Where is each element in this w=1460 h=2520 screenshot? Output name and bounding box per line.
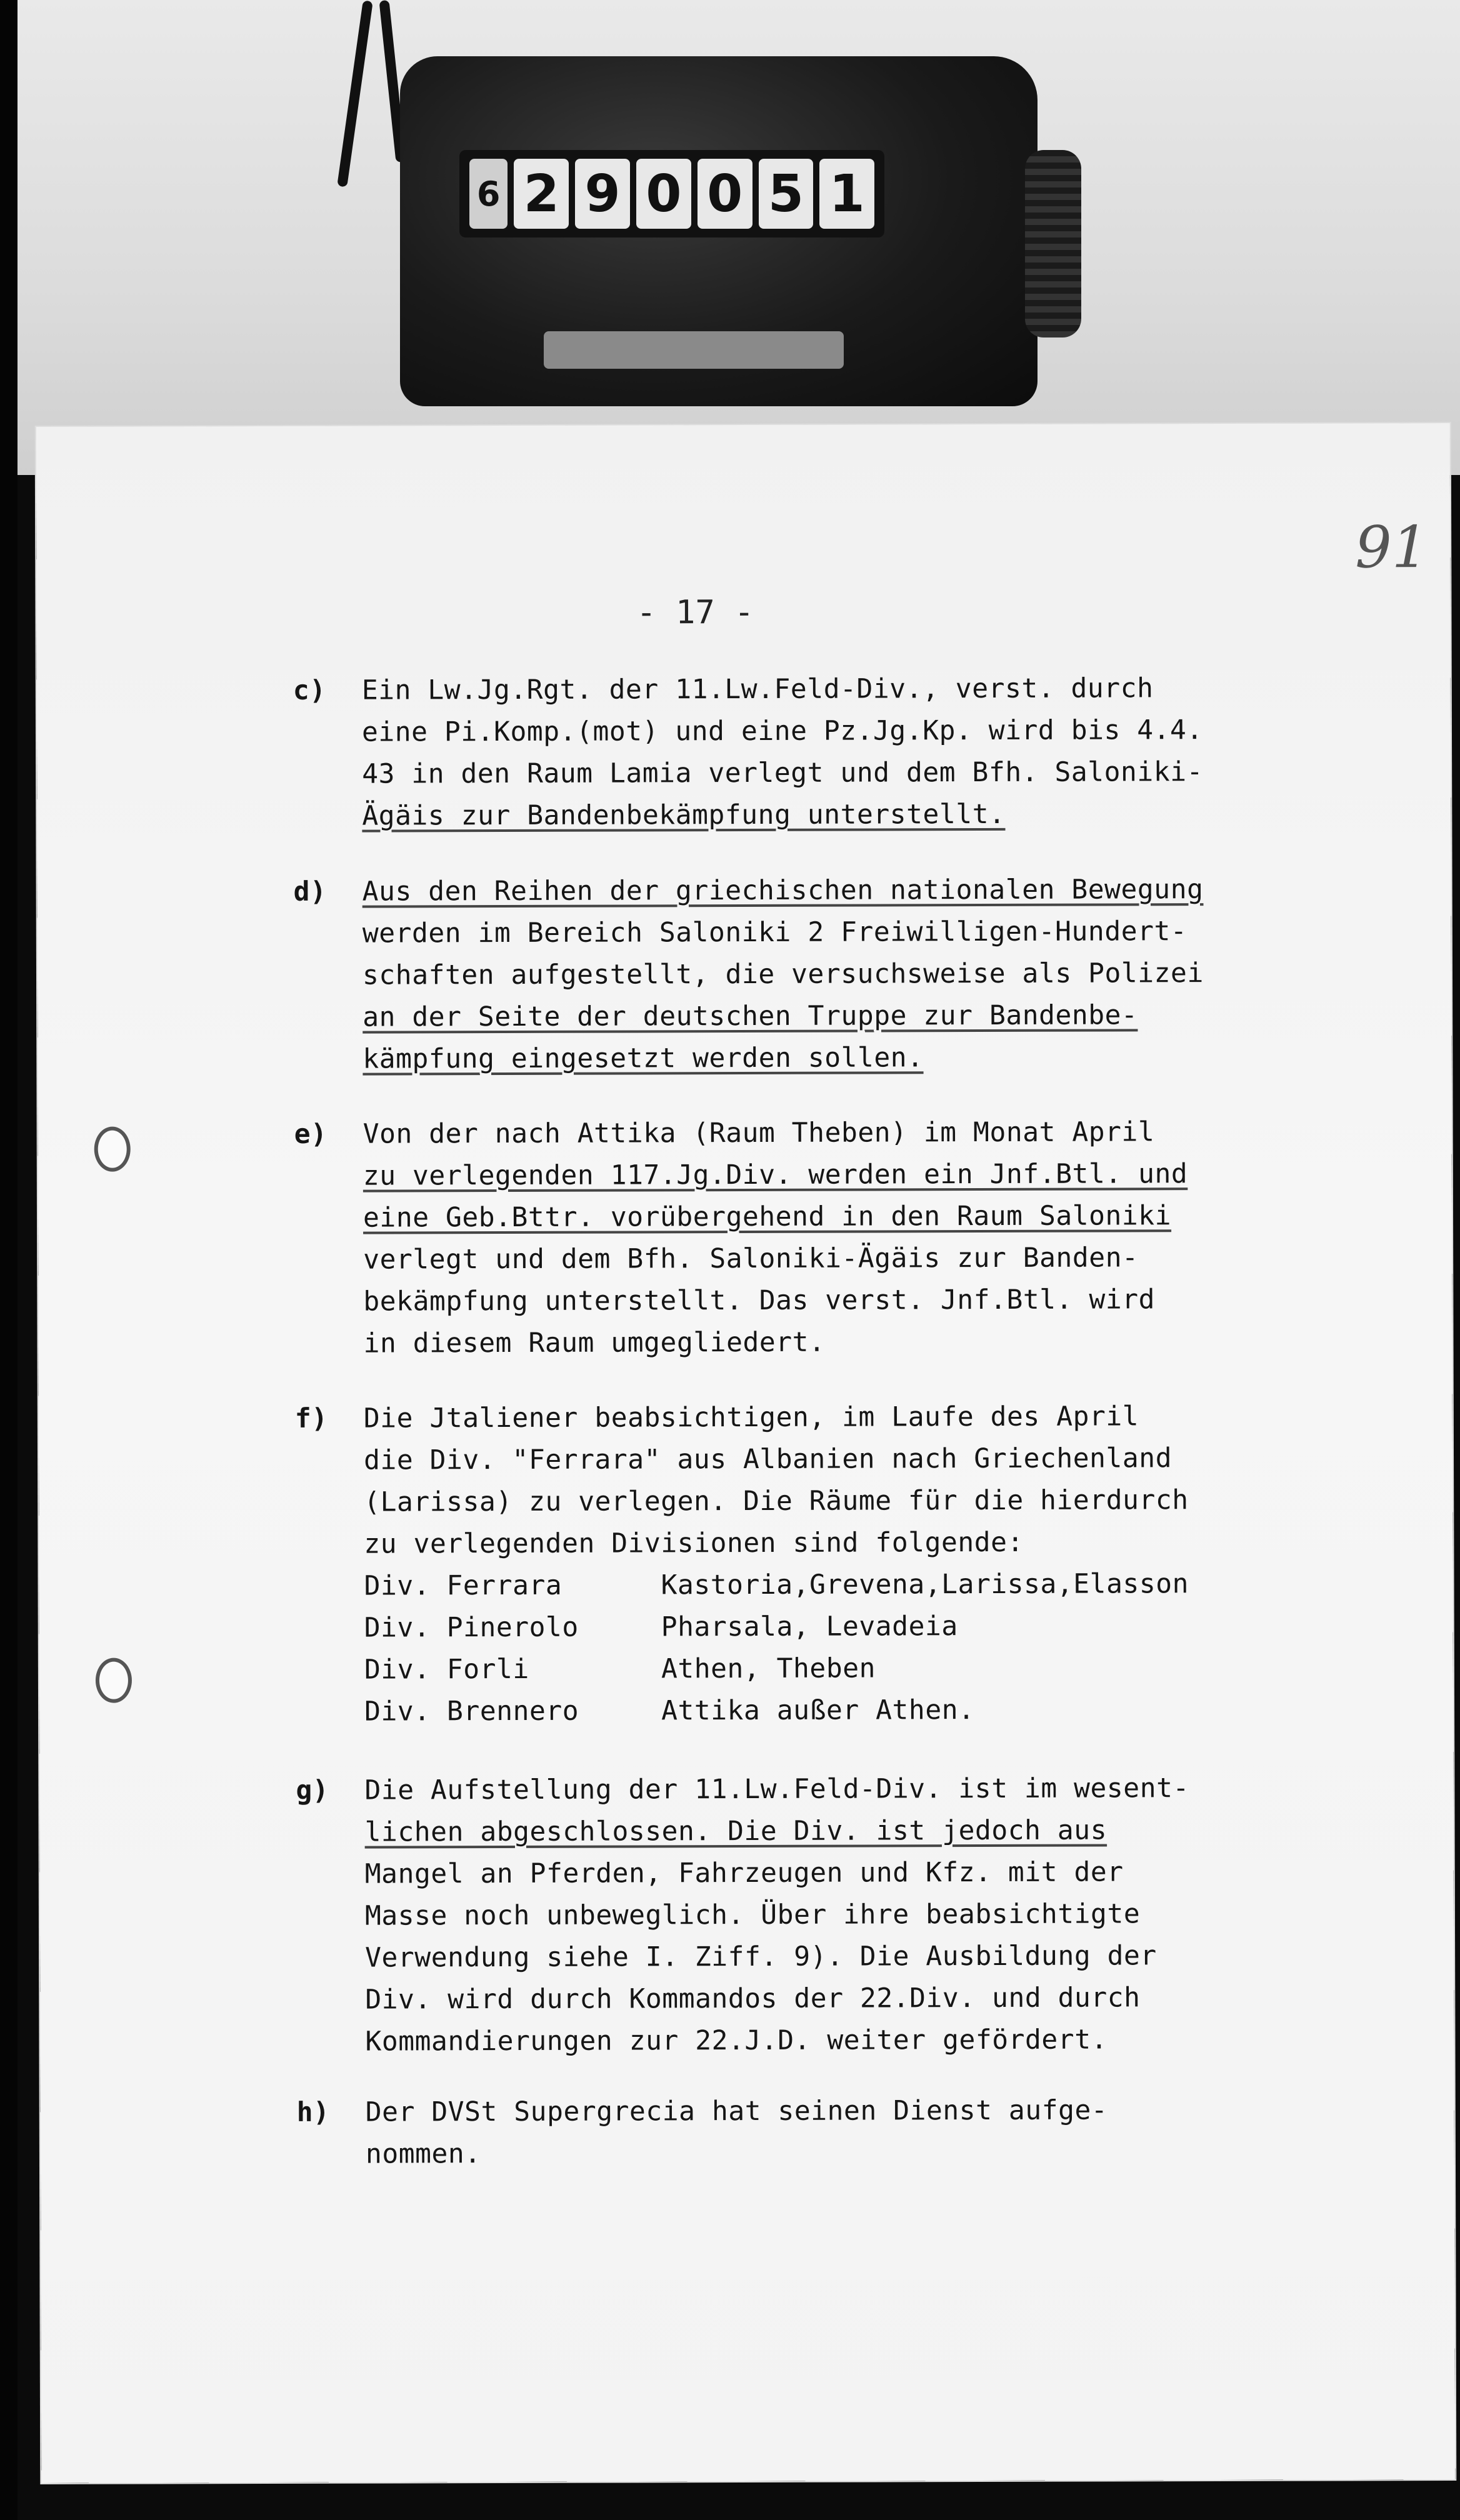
text-line: Von der nach Attika (Raum Theben) im Monat April xyxy=(362,1116,1155,1150)
paragraph-marker: e) xyxy=(294,1118,328,1150)
text-line: zu verlegenden Divisionen sind folgende: xyxy=(364,1526,1024,1560)
counter-knob xyxy=(1025,150,1081,338)
text-line: 43 in den Raum Lamia verlegt und dem Bfh. Saloniki- xyxy=(362,756,1204,790)
text-line: eine Pi.Komp.(mot) und eine Pz.Jg.Kp. wird bis 4.4. xyxy=(361,714,1203,748)
text-line: Kommandierungen zur 22.J.D. weiter gefördert. xyxy=(365,2024,1108,2058)
text-line: schaften aufgestellt, die versuchsweise als Polizei xyxy=(362,958,1204,991)
text-line: Ägäis zur Bandenbekämpfung unterstellt. xyxy=(362,798,1006,832)
division-row xyxy=(364,1604,1364,1649)
page-number: - 17 - xyxy=(636,593,754,632)
paragraph-f xyxy=(294,1395,1364,1732)
counter-digit: 1 xyxy=(819,159,874,229)
counter-display xyxy=(459,150,884,238)
text-line: Div. wird durch Kommandos der 22.Div. und durch xyxy=(365,1982,1141,2016)
text-line: werden im Bereich Saloniki 2 Freiwilligen-Hundert- xyxy=(362,916,1188,949)
division-name: Div. Forli xyxy=(364,1653,529,1686)
text-line: (Larissa) zu verlegen. Die Räume für die hierdurch xyxy=(364,1484,1189,1518)
division-name: Div. Brennero xyxy=(364,1695,579,1728)
division-row xyxy=(364,1688,1364,1732)
text-line: Die Aufstellung der 11.Lw.Feld-Div. ist im wesent- xyxy=(364,1772,1189,1806)
text-line: Verwendung siehe I. Ziff. 9). Die Ausbildung der xyxy=(365,1940,1157,1974)
paragraph-marker: g) xyxy=(296,1774,329,1806)
text-line: Die Jtaliener beabsichtigen, im Laufe des April xyxy=(363,1401,1139,1434)
division-area: Attika außer Athen. xyxy=(661,1694,975,1727)
counter-digit: 0 xyxy=(698,159,752,229)
paragraph-marker: f) xyxy=(294,1402,328,1434)
paragraph-marker: h) xyxy=(296,2096,330,2128)
counter-digit: 2 xyxy=(514,159,569,229)
counter-digit: 6 xyxy=(469,159,508,229)
text-line: bekämpfung unterstellt. Das verst. Jnf.Btl. wird xyxy=(363,1284,1156,1318)
counter-digit: 5 xyxy=(759,159,814,229)
division-row xyxy=(364,1646,1364,1691)
text-line: Der DVSt Supergrecia hat seinen Dienst aufge- xyxy=(365,2094,1108,2128)
text-line: verlegt und dem Bfh. Saloniki-Ägäis zur Banden- xyxy=(363,1242,1139,1276)
paragraph-marker: c) xyxy=(292,674,326,706)
text-line: nommen. xyxy=(365,2138,481,2170)
paragraph-c xyxy=(292,667,1362,837)
paragraph-d xyxy=(293,868,1363,1080)
division-area: Kastoria,Grevena,Larissa,Elasson xyxy=(661,1568,1189,1601)
division-name: Div. Ferrara xyxy=(364,1569,562,1602)
text-line: an der Seite der deutschen Truppe zur Bandenbe- xyxy=(362,999,1138,1033)
archive-number: 91 xyxy=(1355,514,1429,581)
paragraph-marker: d) xyxy=(293,876,327,908)
film-edge xyxy=(0,0,18,2520)
text-line: Ein Lw.Jg.Rgt. der 11.Lw.Feld-Div., verst. durch xyxy=(361,672,1154,706)
text-line: in diesem Raum umgegliedert. xyxy=(363,1326,826,1359)
division-row xyxy=(364,1562,1364,1607)
frame-counter-device xyxy=(400,56,1038,406)
text-line: Mangel an Pferden, Fahrzeugen und Kfz. mit der xyxy=(364,1856,1124,1890)
text-line: kämpfung eingesetzt werden sollen. xyxy=(362,1042,924,1075)
text-line: zu verlegenden 117.Jg.Div. werden ein Jnf.Btl. und xyxy=(362,1158,1188,1192)
document-page xyxy=(36,423,1456,2483)
counter-digit: 9 xyxy=(575,159,630,229)
text-line: eine Geb.Bttr. vorübergehend in den Raum Saloniki xyxy=(362,1200,1172,1234)
punch-hole xyxy=(96,1658,132,1703)
division-area: Athen, Theben xyxy=(661,1652,876,1685)
text-line: die Div. "Ferrara" aus Albanien nach Griechenland xyxy=(363,1442,1172,1476)
punch-hole xyxy=(94,1127,131,1172)
paragraph-h xyxy=(296,2089,1366,2175)
text-line: lichen abgeschlossen. Die Div. ist jedoch aus xyxy=(364,1814,1108,1848)
text-line: Aus den Reihen der griechischen nationalen Bewegung xyxy=(362,874,1204,908)
counter-slot xyxy=(544,331,844,369)
paragraph-e xyxy=(294,1111,1364,1364)
division-area: Pharsala, Levadeia xyxy=(661,1611,958,1643)
text-line: Masse noch unbeweglich. Über ihre beabsichtigte xyxy=(364,1898,1141,1932)
paragraph-g xyxy=(296,1767,1365,2062)
counter-digit: 0 xyxy=(636,159,691,229)
division-name: Div. Pinerolo xyxy=(364,1611,579,1644)
